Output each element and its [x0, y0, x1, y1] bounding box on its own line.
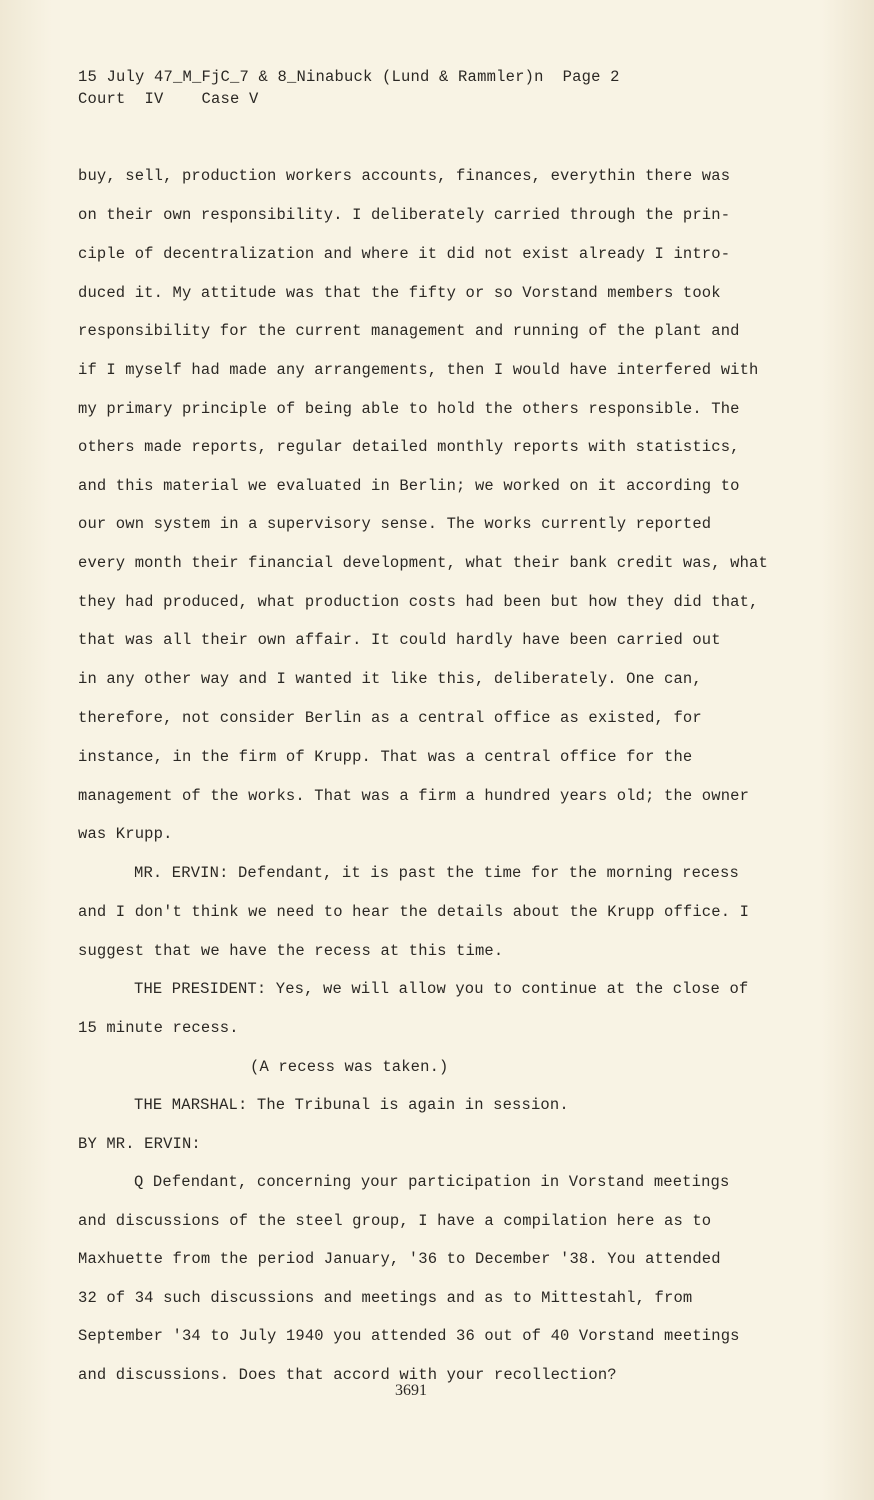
text-line: instance, in the firm of Krupp. That was a central office for the	[78, 748, 693, 766]
text-line: every month their financial development, what their bank credit was, what	[78, 554, 768, 572]
text-line: in any other way and I wanted it like this, deliberately. One can,	[78, 670, 702, 688]
page-number: 3691	[395, 1382, 427, 1399]
question-line: Q Defendant, concerning your participation in Vorstand meetings	[134, 1173, 730, 1191]
text-line: Maxhuette from the period January, '36 to December '38. You attended	[78, 1250, 721, 1268]
text-line: and discussions. Does that accord with your recollection?	[78, 1366, 617, 1384]
stage-direction: (A recess was taken.)	[250, 1058, 449, 1076]
text-line: September '34 to July 1940 you attended 36 out of 40 Vorstand meetings	[78, 1327, 740, 1345]
text-line: on their own responsibility. I deliberately carried through the prin-	[78, 206, 731, 224]
speaker-line: MR. ERVIN: Defendant, it is past the time for the morning recess	[134, 864, 739, 882]
text-line: my primary principle of being able to hold the others responsible. The	[78, 400, 740, 418]
text-line: that was all their own affair. It could hardly have been carried out	[78, 631, 721, 649]
header-line-1: 15 July 47_M_FjC_7 & 8_Ninabuck (Lund & Rammler)n Page 2	[78, 68, 620, 86]
speaker-line: THE PRESIDENT: Yes, we will allow you to continue at the close of	[134, 980, 749, 998]
text-line: was Krupp.	[78, 825, 173, 843]
text-line: buy, sell, production workers accounts, finances, everythin there was	[78, 167, 731, 185]
text-line: and this material we evaluated in Berlin; we worked on it according to	[78, 477, 740, 495]
speaker-line: THE MARSHAL: The Tribunal is again in session.	[134, 1096, 569, 1114]
text-line: our own system in a supervisory sense. The works currently reported	[78, 515, 712, 533]
text-line: others made reports, regular detailed monthly reports with statistics,	[78, 438, 740, 456]
text-line: responsibility for the current management and running of the plant and	[78, 322, 740, 340]
examiner-heading: BY MR. ERVIN:	[78, 1135, 201, 1153]
header-line-2: Court IV Case V	[78, 90, 259, 108]
text-line: duced it. My attitude was that the fifty or so Vorstand members took	[78, 284, 721, 302]
text-line: they had produced, what production costs had been but how they did that,	[78, 593, 759, 611]
text-line: if I myself had made any arrangements, then I would have interfered with	[78, 361, 759, 379]
text-line: and discussions of the steel group, I have a compilation here as to	[78, 1212, 712, 1230]
text-line: 15 minute recess.	[78, 1019, 239, 1037]
text-line: 32 of 34 such discussions and meetings and as to Mittestahl, from	[78, 1289, 693, 1307]
text-line: suggest that we have the recess at this time.	[78, 942, 504, 960]
text-line: management of the works. That was a firm a hundred years old; the owner	[78, 787, 750, 805]
text-line: and I don't think we need to hear the details about the Krupp office. I	[78, 903, 750, 921]
text-line: therefore, not consider Berlin as a central office as existed, for	[78, 709, 702, 727]
text-line: ciple of decentralization and where it did not exist already I intro-	[78, 245, 731, 263]
